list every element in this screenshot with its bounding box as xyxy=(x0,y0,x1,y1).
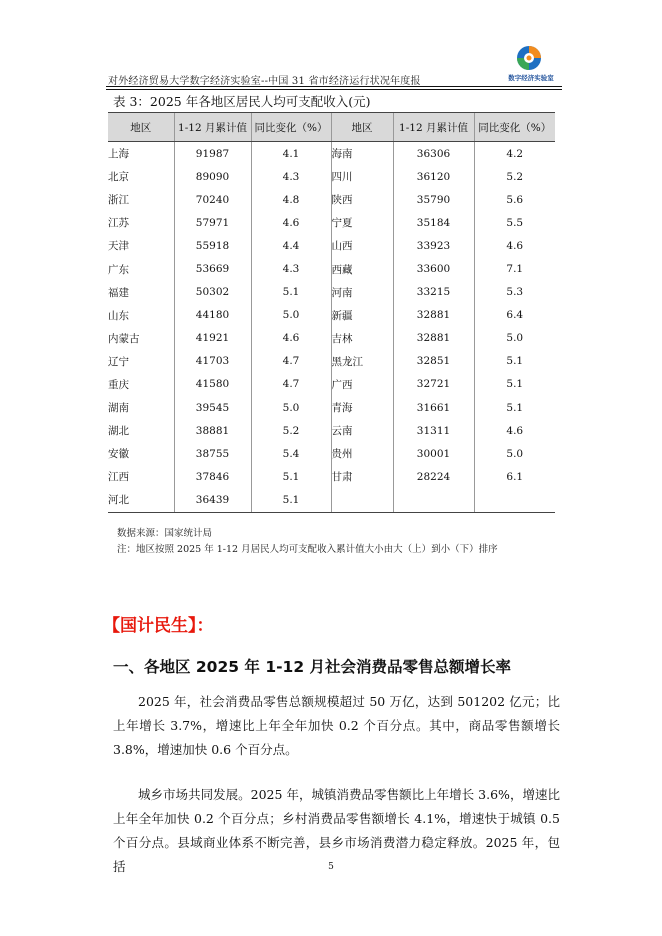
cell-cumulative-2 xyxy=(393,488,474,512)
table-row xyxy=(108,465,555,488)
cell-yoy: 4.3 xyxy=(251,257,331,280)
col-header-yoy: 同比变化（%） xyxy=(251,113,331,142)
cell-region-2: 陕西 xyxy=(331,188,393,211)
cell-yoy: 4.1 xyxy=(251,142,331,166)
cell-yoy: 5.2 xyxy=(251,419,331,442)
cell-region-2: 四川 xyxy=(331,165,393,188)
table-row xyxy=(108,373,555,396)
cell-region: 天津 xyxy=(108,240,129,253)
cell-region: 内蒙古 xyxy=(108,332,140,345)
running-header: 对外经济贸易大学数字经济实验室--中国 31 省市经济运行状况年度报 xyxy=(108,76,421,87)
cell-cumulative-2: 33923 xyxy=(393,234,474,257)
cell-yoy-2: 5.2 xyxy=(474,165,555,188)
cell-cumulative: 89090 xyxy=(174,165,251,188)
cell-region-2: 山西 xyxy=(331,234,393,257)
lab-logo xyxy=(497,44,565,84)
cell-region-2: 云南 xyxy=(331,419,393,442)
cell-yoy-2: 7.1 xyxy=(474,257,555,280)
header-rule-thin xyxy=(106,89,562,90)
cell-yoy: 5.0 xyxy=(251,396,331,419)
table-caption: 表 3：2025 年各地区居民人均可支配收入(元) xyxy=(113,94,371,109)
cell-cumulative: 53669 xyxy=(174,257,251,280)
cell-yoy-2: 4.6 xyxy=(474,419,555,442)
logo-text: 数字经济实验室 xyxy=(508,74,554,82)
globe-logo-icon xyxy=(515,44,543,72)
cell-cumulative: 91987 xyxy=(174,142,251,166)
cell-yoy: 5.0 xyxy=(251,304,331,327)
cell-region: 江西 xyxy=(108,471,129,484)
cell-yoy: 4.6 xyxy=(251,327,331,350)
table-row xyxy=(108,142,555,166)
cell-region: 北京 xyxy=(108,171,129,184)
cell-cumulative-2: 35184 xyxy=(393,211,474,234)
table-header-row xyxy=(108,113,555,142)
cell-region-2 xyxy=(331,488,393,512)
cell-yoy-2: 5.5 xyxy=(474,211,555,234)
cell-region: 湖北 xyxy=(108,425,129,438)
cell-yoy-2: 6.1 xyxy=(474,465,555,488)
cell-region: 江苏 xyxy=(108,217,129,230)
cell-region: 广东 xyxy=(108,263,129,276)
cell-yoy-2: 5.0 xyxy=(474,327,555,350)
table-note: 注：地区按照 2025 年 1-12 月居民人均可支配收入累计值大小由大（上）到小（下）排序 xyxy=(117,544,498,555)
cell-region-2: 青海 xyxy=(331,396,393,419)
cell-cumulative: 55918 xyxy=(174,234,251,257)
cell-yoy: 4.8 xyxy=(251,188,331,211)
cell-yoy: 4.7 xyxy=(251,350,331,373)
cell-yoy: 5.4 xyxy=(251,442,331,465)
table-row xyxy=(108,304,555,327)
cell-region-2: 新疆 xyxy=(331,304,393,327)
income-table xyxy=(108,112,555,513)
col-header-cumulative-2: 1-12 月累计值 xyxy=(393,113,474,142)
cell-region: 山东 xyxy=(108,309,129,322)
cell-region: 重庆 xyxy=(108,378,129,391)
table-row xyxy=(108,257,555,280)
table-body xyxy=(108,142,555,513)
section-title: 【国计民生】： xyxy=(103,616,214,636)
cell-yoy: 4.4 xyxy=(251,234,331,257)
cell-yoy-2: 5.0 xyxy=(474,442,555,465)
cell-region-2: 甘肃 xyxy=(331,465,393,488)
table-row xyxy=(108,488,555,512)
table-row xyxy=(108,419,555,442)
cell-yoy-2: 4.6 xyxy=(474,234,555,257)
section-heading: 一、各地区 2025 年 1-12 月社会消费品零售总额增长率 xyxy=(113,658,512,676)
cell-yoy: 5.1 xyxy=(251,488,331,512)
cell-cumulative-2: 28224 xyxy=(393,465,474,488)
cell-region-2: 海南 xyxy=(331,142,393,166)
cell-yoy-2: 5.1 xyxy=(474,373,555,396)
cell-yoy-2 xyxy=(474,488,555,512)
cell-cumulative-2: 35790 xyxy=(393,188,474,211)
cell-cumulative: 57971 xyxy=(174,211,251,234)
cell-cumulative-2: 31311 xyxy=(393,419,474,442)
table-row xyxy=(108,188,555,211)
table-row xyxy=(108,234,555,257)
data-source: 数据来源：国家统计局 xyxy=(117,528,213,539)
cell-yoy-2: 5.6 xyxy=(474,188,555,211)
table-row xyxy=(108,350,555,373)
cell-region-2: 吉林 xyxy=(331,327,393,350)
cell-cumulative-2: 33600 xyxy=(393,257,474,280)
cell-yoy-2: 5.1 xyxy=(474,396,555,419)
paragraph-2: 城乡市场共同发展。2025 年，城镇消费品零售额比上年增长 3.6%，增速比上年全年加快 0.2 个百分点；乡村消费品零售额增长 4.1%，增速快于城镇 0.5 个百分点。县域商业体系不断完善，县乡市场消费潜力稳定释放。2025 年，包括 xyxy=(113,787,560,874)
col-header-cumulative: 1-12 月累计值 xyxy=(174,113,251,142)
cell-cumulative-2: 32881 xyxy=(393,327,474,350)
cell-region: 浙江 xyxy=(108,194,129,207)
table-row xyxy=(108,281,555,304)
cell-cumulative-2: 32721 xyxy=(393,373,474,396)
table-row xyxy=(108,396,555,419)
cell-region: 辽宁 xyxy=(108,355,129,368)
cell-region-2: 黑龙江 xyxy=(331,350,393,373)
cell-region: 安徽 xyxy=(108,448,129,461)
cell-cumulative: 44180 xyxy=(174,304,251,327)
cell-yoy: 4.7 xyxy=(251,373,331,396)
table-row xyxy=(108,165,555,188)
cell-region: 湖南 xyxy=(108,402,129,415)
cell-cumulative: 50302 xyxy=(174,281,251,304)
cell-region-2: 广西 xyxy=(331,373,393,396)
cell-yoy-2: 5.3 xyxy=(474,281,555,304)
cell-cumulative: 70240 xyxy=(174,188,251,211)
cell-region-2: 贵州 xyxy=(331,442,393,465)
cell-yoy: 5.1 xyxy=(251,281,331,304)
cell-cumulative-2: 33215 xyxy=(393,281,474,304)
cell-yoy: 4.6 xyxy=(251,211,331,234)
cell-yoy-2: 4.2 xyxy=(474,142,555,166)
cell-region: 福建 xyxy=(108,286,129,299)
cell-yoy: 5.1 xyxy=(251,465,331,488)
cell-cumulative-2: 30001 xyxy=(393,442,474,465)
cell-region-2: 河南 xyxy=(331,281,393,304)
cell-region-2: 西藏 xyxy=(331,257,393,280)
cell-yoy-2: 6.4 xyxy=(474,304,555,327)
cell-cumulative: 41703 xyxy=(174,350,251,373)
header-rule xyxy=(106,86,562,87)
col-header-region-2: 地区 xyxy=(331,113,393,142)
table-row xyxy=(108,442,555,465)
cell-cumulative: 38881 xyxy=(174,419,251,442)
table-row xyxy=(108,327,555,350)
cell-cumulative: 36439 xyxy=(174,488,251,512)
cell-region-2: 宁夏 xyxy=(331,211,393,234)
cell-cumulative-2: 36120 xyxy=(393,165,474,188)
cell-cumulative: 37846 xyxy=(174,465,251,488)
page-number: 5 xyxy=(328,862,334,872)
col-header-yoy-2: 同比变化（%） xyxy=(474,113,555,142)
cell-cumulative: 38755 xyxy=(174,442,251,465)
cell-cumulative-2: 32851 xyxy=(393,350,474,373)
cell-region: 上海 xyxy=(108,148,129,161)
cell-cumulative-2: 31661 xyxy=(393,396,474,419)
table-row xyxy=(108,211,555,234)
cell-cumulative: 41580 xyxy=(174,373,251,396)
col-header-region: 地区 xyxy=(108,113,174,142)
cell-yoy-2: 5.1 xyxy=(474,350,555,373)
cell-cumulative-2: 32881 xyxy=(393,304,474,327)
cell-cumulative-2: 36306 xyxy=(393,142,474,166)
paragraph-1: 2025 年，社会消费品零售总额规模超过 50 万亿，达到 501202 亿元；比上年增长 3.7%，增速比上年全年加快 0.2 个百分点。其中，商品零售额增长 3.8%，增速加快 0.6 个百分点。 xyxy=(113,694,560,757)
cell-cumulative: 41921 xyxy=(174,327,251,350)
cell-yoy: 4.3 xyxy=(251,165,331,188)
cell-cumulative: 39545 xyxy=(174,396,251,419)
cell-region: 河北 xyxy=(108,488,174,512)
